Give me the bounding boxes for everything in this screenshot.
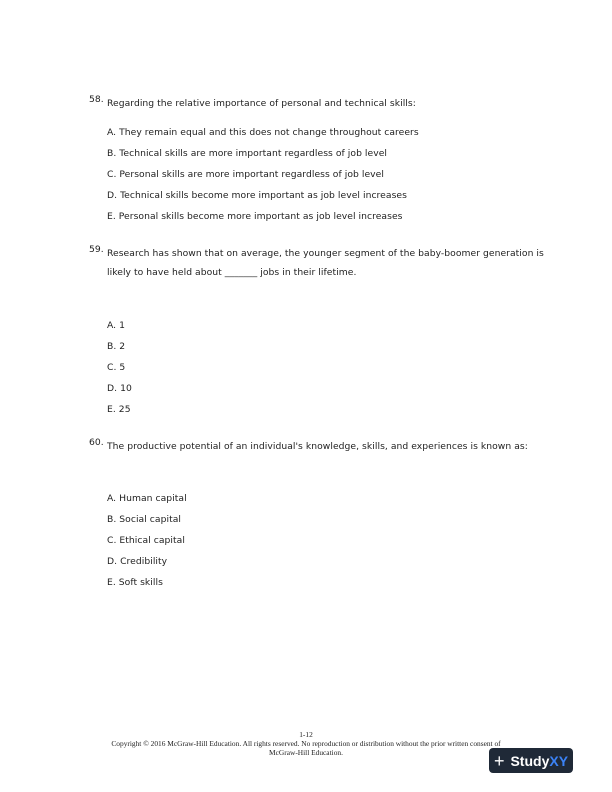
question-number: 58. <box>89 94 104 105</box>
option-e: E. Soft skills <box>107 577 163 588</box>
option-e: E. Personal skills become more important as job level increases <box>107 211 403 222</box>
copyright-line-1: Copyright © 2016 McGraw-Hill Education. All rights reserved. No reproduction or distribution without the prior written consent of <box>111 739 501 748</box>
question-60 <box>89 437 552 456</box>
question-58 <box>89 94 552 113</box>
question-text-line-2: likely to have held about _______ jobs in their lifetime. <box>107 267 357 278</box>
option-a: A. 1 <box>107 320 126 331</box>
question-number: 59. <box>89 244 104 255</box>
option-e: E. 25 <box>107 404 131 415</box>
option-d: D. Credibility <box>107 556 168 567</box>
question-stem <box>89 94 552 113</box>
copyright-line-2: McGraw-Hill Education. <box>269 748 343 757</box>
brand-name-xy: XY <box>549 752 569 769</box>
option-b: B. 2 <box>107 341 126 352</box>
brand-name-study: Study <box>510 752 550 769</box>
option-a: A. Human capital <box>107 493 187 504</box>
option-a: A. They remain equal and this does not change throughout careers <box>107 127 419 138</box>
plus-icon: + <box>493 750 505 771</box>
question-stem <box>89 244 552 282</box>
option-d: D. 10 <box>107 383 132 394</box>
option-c: C. Ethical capital <box>107 535 185 546</box>
question-text: Regarding the relative importance of personal and technical skills: <box>107 98 416 109</box>
option-b: B. Technical skills are more important regardless of job level <box>107 148 388 159</box>
option-b: B. Social capital <box>107 514 182 525</box>
question-stem <box>89 437 552 456</box>
option-d: D. Technical skills become more important as job level increases <box>107 190 407 201</box>
question-59 <box>89 244 552 282</box>
option-c: C. 5 <box>107 362 126 373</box>
question-text-line-1: Research has shown that on average, the younger segment of the baby-boomer generation is <box>107 248 544 259</box>
page-number: 1-12 <box>299 730 313 739</box>
question-number: 60. <box>89 437 104 448</box>
option-c: C. Personal skills are more important regardless of job level <box>107 169 384 180</box>
studyxy-badge[interactable] <box>489 748 573 773</box>
question-text: The productive potential of an individual's knowledge, skills, and experiences is known as: <box>107 441 528 452</box>
